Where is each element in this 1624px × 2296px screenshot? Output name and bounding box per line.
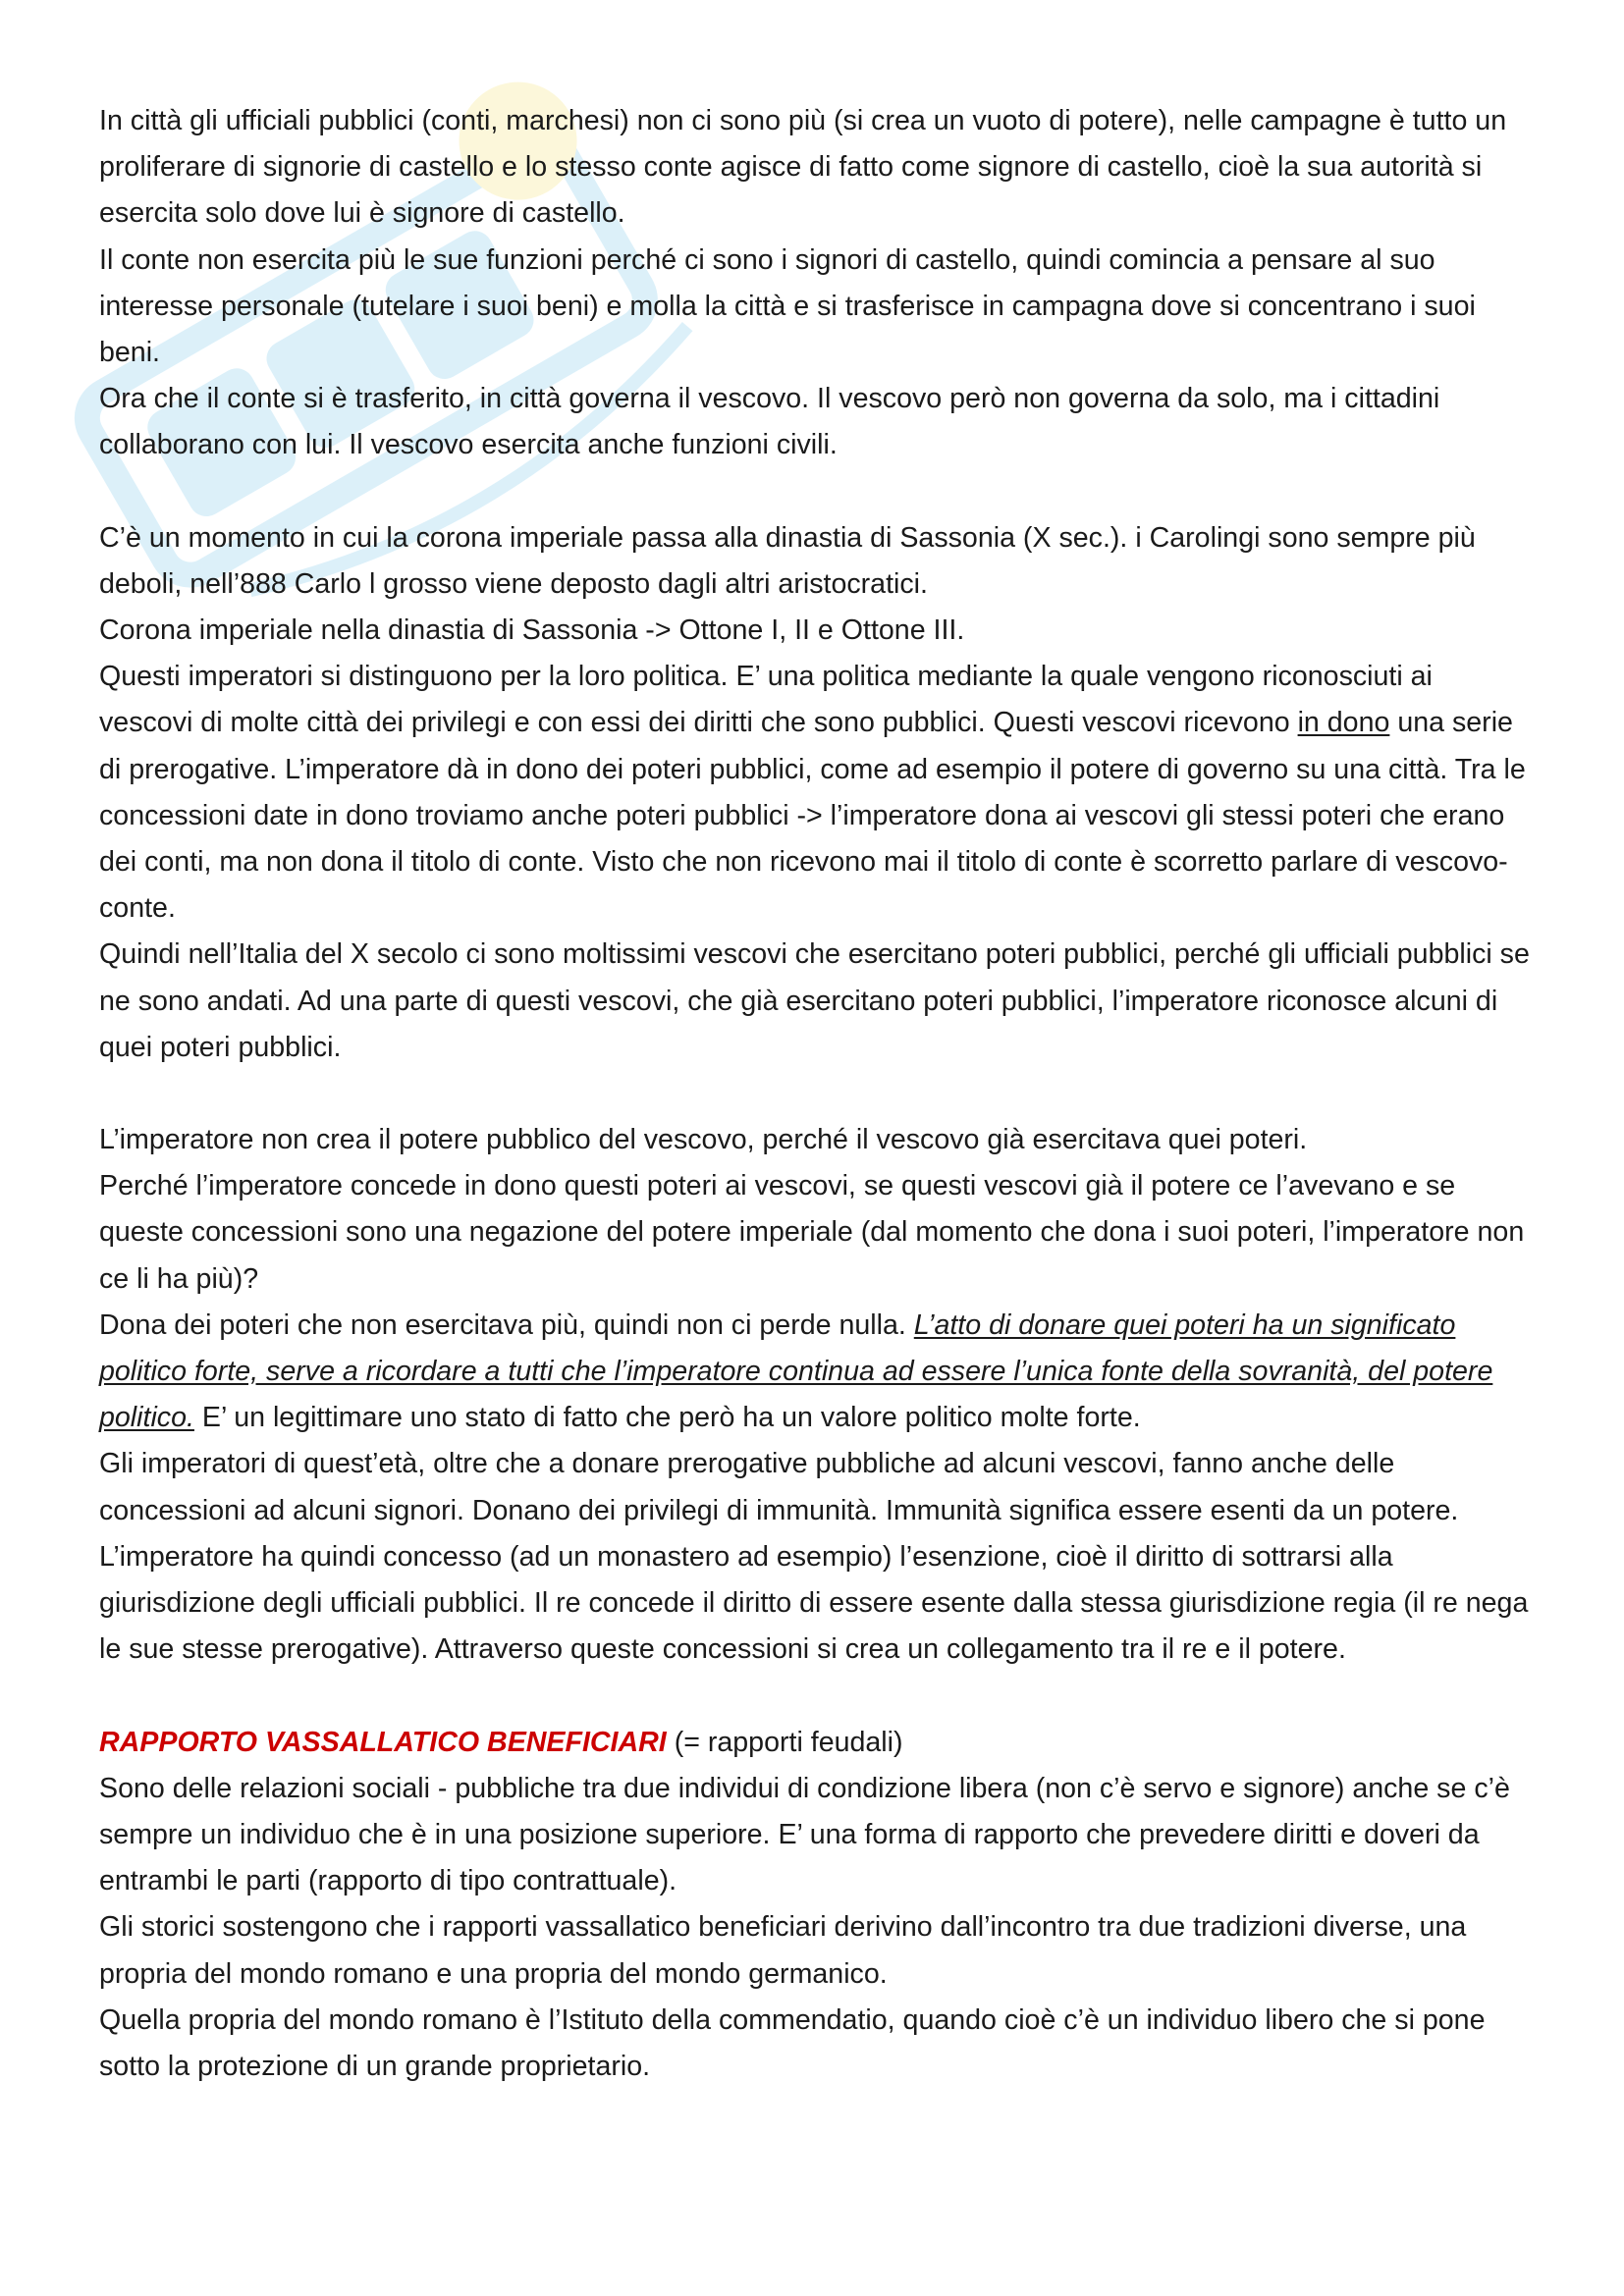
paragraph: Gli imperatori di quest’età, oltre che a donare prerogative pubbliche ad alcuni vescovi, fanno anche delle concessioni ad alcuni signori. Donano dei privilegi di immunità. Immunità significa essere esenti da un potere. L’imperatore ha quindi concesso (ad un monastero ad esempio) l’esenzione, cioè il diritto di sottrarsi alla giurisdizione degli ufficiali pubblici. Il re concede il diritto di essere esente dalla stessa giurisdizione regia (il re nega le sue stesse prerogative). Attraverso queste concessioni si crea un collegamento tra il re e il potere.	[99, 1448, 1529, 1666]
emphasized-text: L’atto di donare quei poteri ha un significato politico forte, serve a ricordare a tutti che l’imperatore continua ad essere l’unica fonte della sovranità, del potere politico.	[99, 1308, 1493, 1434]
paragraph: Corona imperiale nella dinastia di Sassonia -> Ottone I, II e Ottone III.	[99, 614, 965, 647]
text-run: una serie di prerogative. L’imperatore dà in dono dei poteri pubblici, come ad esempio il potere di governo su una città. Tra le concessioni date in dono troviamo anche poteri pubblici -> l’imperatore dona ai vescovi gli stessi poteri che erano dei conti, ma non dona il titolo di conte. Visto che non ricevono mai il titolo di conte è scorretto parlare di vescovo-conte.	[99, 707, 1526, 925]
paragraph-spacer	[99, 1071, 1533, 1117]
paragraph-spacer	[99, 1674, 1533, 1720]
text-run: Dona dei poteri che non esercitava più, quindi non ci perde nulla.	[99, 1308, 914, 1341]
paragraph: L’imperatore non crea il potere pubblico del vescovo, perché il vescovo già esercitava quei poteri.	[99, 1124, 1308, 1156]
text-run: E’ un legittimare uno stato di fatto che però ha un valore politico molte forte.	[193, 1402, 1141, 1434]
heading-note: (= rapporti feudali)	[666, 1726, 903, 1758]
paragraph: C’è un momento in cui la corona imperiale passa alla dinastia di Sassonia (X sec.). i Carolingi sono sempre più deboli, nell’888 Carlo l grosso viene deposto dagli altri aristocratici.	[99, 521, 1476, 600]
paragraph: Gli storici sostengono che i rapporti vassallatico beneficiari derivino dall’incontro tra due tradizioni diverse, una propria del mondo romano e una propria del mondo germanico.	[99, 1911, 1467, 1990]
paragraph: In città gli ufficiali pubblici (conti, marchesi) non ci sono più (si crea un vuoto di potere), nelle campagne è tutto un proliferare di signorie di castello e lo stesso conte agisce di fatto come signore di castello, cioè la sua autorità si esercita solo dove lui è signore di castello.	[99, 105, 1507, 230]
paragraph: Quella propria del mondo romano è l’Istituto della commendatio, quando cioè c’è un individuo libero che si pone sotto la protezione di un grande proprietario.	[99, 2003, 1486, 2082]
paragraph: Il conte non esercita più le sue funzioni perché ci sono i signori di castello, quindi comincia a pensare al suo interesse personale (tutelare i suoi beni) e molla la città e si trasferisce in campagna dove si concentrano i suoi beni.	[99, 243, 1476, 369]
text-run: Questi imperatori si distinguono per la loro politica. E’ una politica mediante la quale vengono riconosciuti ai vescovi di molte città dei privilegi e con essi dei diritti che sono pubblici. Questi vescovi ricevono	[99, 661, 1433, 739]
paragraph	[99, 1303, 1533, 1442]
paragraph: Ora che il conte si è trasferito, in città governa il vescovo. Il vescovo però non governa da solo, ma i cittadini collaborano con lui. Il vescovo esercita anche funzioni civili.	[99, 383, 1440, 461]
paragraph: Perché l’imperatore concede in dono questi poteri ai vescovi, se questi vescovi già il potere ce l’avevano e se queste concessioni sono una negazione del potere imperiale (dal momento che dona i suoi poteri, l’imperatore non ce li ha più)?	[99, 1170, 1525, 1295]
paragraph: Sono delle relazioni sociali - pubbliche tra due individui di condizione libera (non c’è servo e signore) anche se c’è sempre un individuo che è in una posizione superiore. E’ una forma di rapporto che prevedere diritti e doveri da entrambi le parti (rapporto di tipo contrattuale).	[99, 1772, 1510, 1897]
paragraph-spacer	[99, 469, 1533, 515]
section-heading-line	[99, 1720, 1533, 1766]
section-heading: RAPPORTO VASSALLATICO BENEFICIARI	[99, 1726, 667, 1758]
paragraph	[99, 654, 1533, 932]
underlined-text: in dono	[1297, 707, 1390, 739]
document-body	[99, 98, 1533, 2090]
paragraph: Quindi nell’Italia del X secolo ci sono moltissimi vescovi che esercitano poteri pubblici, perché gli ufficiali pubblici se ne sono andati. Ad una parte di questi vescovi, che già esercitano poteri pubblici, l’imperatore riconosce alcuni di quei poteri pubblici.	[99, 938, 1530, 1063]
